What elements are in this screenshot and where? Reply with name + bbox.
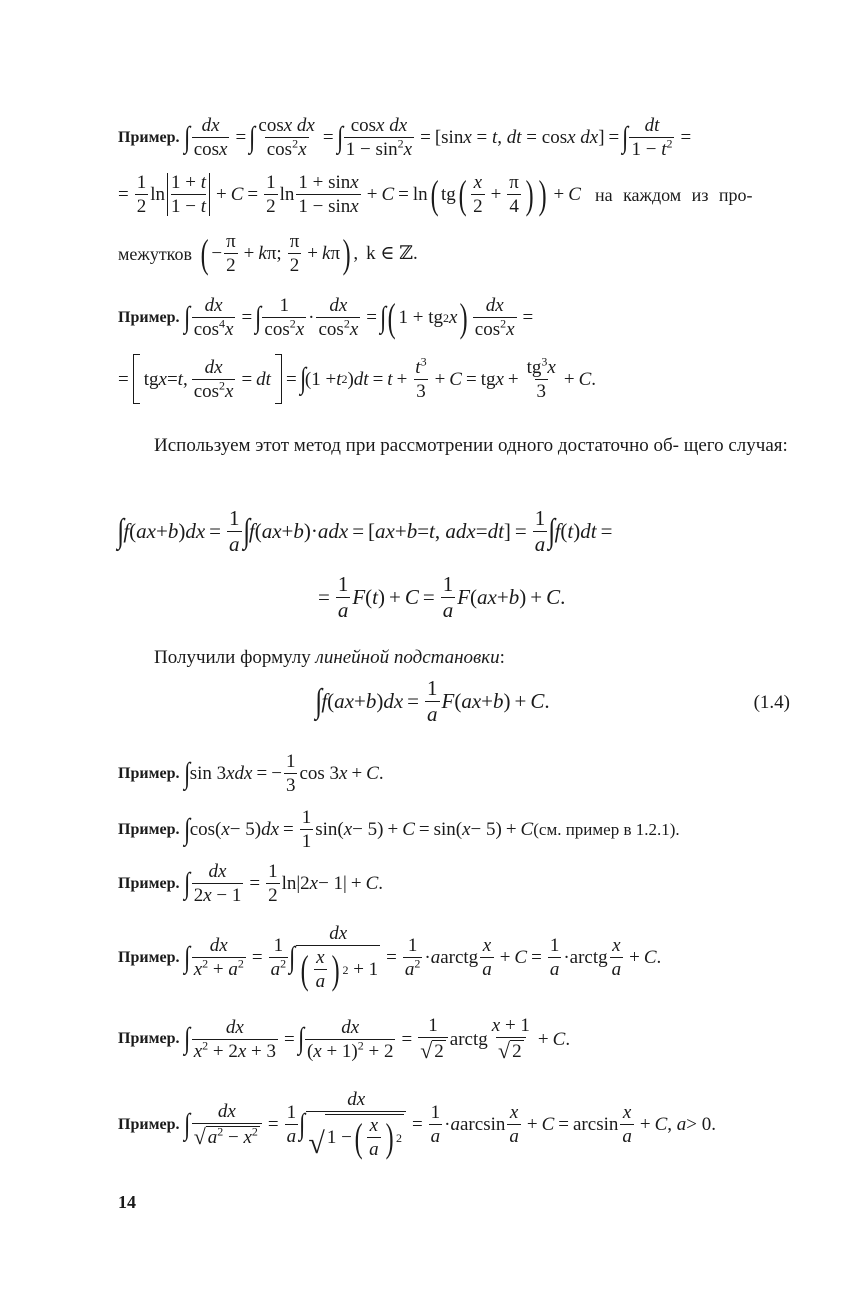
example-3: Пример. ∫ sin 3 xdx = − $\frac{1}{3}$ cos 3 x + C . — [118, 751, 384, 796]
page-number: 14 — [118, 1192, 136, 1212]
example-1-line-1: Пример. ∫ $\frac{dx}{\cos x}$ = ∫ $\frac{\text{cosx dx}}{\cos^2x}$ = ∫ $\frac{\text{cosx dx}}{1 - \sin^2x}$ = [sinx = t, dt = cosx dx] = ∫ $\frac{dt}{1 - t^2}$ = — [118, 115, 692, 160]
example-1-text: на каждом из про- — [594, 184, 753, 205]
paragraph-method: Используем этот метод при рассмотрении одного достаточно об- щего случая: — [154, 435, 788, 456]
example-2-line-2: = tg x = t , $\frac{dx}{\cos^2x}$ = dt = ∫ (1 + t 2 ) dt = t + $\frac{t^3}{3}$ + C = tg x + $\frac{tg^3x}{3}$ + C . — [118, 354, 790, 404]
example-1-line-3: межутков ( − $\frac{\pi}{2}$ + k π; $\frac{\pi}{2}$ + k π ) , k ∈ ℤ. — [118, 230, 418, 276]
example-label: Пример. — [118, 128, 180, 146]
example-8: Пример. ∫ dx √ $a^2 - x^2$ = $\frac{1}{a}$ ∫ dx √ 1 − ( $\frac{x}{a}$ ) 2 = $\frac{1}{a}$ · a arcsin $\frac{x}{a}$ + C = arcsin $\frac{x}{a}$ + C , a > 0. — [118, 1089, 716, 1160]
example-5: Пример. ∫ $\frac{dx}{2x - 1}$ = $\frac{1}{2}$ ln|2 x − 1| + C . — [118, 861, 384, 906]
general-formula-line-1: ∫ f ( ax + b ) dx = $\frac{1}{a}$ ∫ f ( ax + b )· adx = [ ax + b = t , adx = dt ] = $\frac{1}{a}$ ∫ f ( t ) dt = — [117, 506, 613, 556]
formula-number: (1.4) — [753, 692, 790, 713]
general-formula-line-2: = $\frac{1}{a}$ F ( t ) + C = $\frac{1}{a}$ F ( ax + b ) + C . — [318, 572, 566, 622]
formula-1-4: ∫ f ( ax + b ) dx = $\frac{1}{a}$ F ( ax + b ) + C . — [315, 676, 550, 726]
example-1-line-2: = $\frac{1}{2}$ ln 1 + t 1 − t + C = $\frac{1}{2}$ ln $\frac{1 + \sin x}{1 - \sin x}$ + C = ln ( tg ( $\frac{x}{2}$ + $\frac{\pi}{4}$ ) ) + C на каждом из про- — [118, 171, 753, 217]
paragraph-linear: Получили формулу линейной подстановки: — [154, 647, 505, 668]
example-7: Пример. ∫ $\frac{dx}{x^2 + 2x + 3}$ = ∫ $\frac{dx}{(x + 1)^2 + 2}$ = 1 √ 2 arctg x + 1 √ 2 + C . — [118, 1015, 571, 1063]
example-4-note: (см. пример в 1.2.1). — [533, 820, 680, 839]
example-4: Пример. ∫ cos( x − 5) dx = $\frac{1}{1}$ sin( x − 5) + C = sin( x − 5) + C (см. пример в 1.2.1). — [118, 807, 680, 852]
example-2-line-1: Пример. ∫ $\frac{dx}{\cos^4x}$ = ∫ $\frac{1}{\cos^2x}$ · $\frac{dx}{\cos^2x}$ = ∫ ( 1 + tg 2 x ) $\frac{dx}{\cos^2x}$ = — [118, 294, 534, 340]
example-6: Пример. ∫ $\frac{dx}{x^2 + a^2}$ = $\frac{1}{a^2}$ ∫ dx ( $\frac{x}{a}$ ) 2 + 1 = $\frac{1}{a^2}$ · a arctg $\frac{x}{a}$ + C = $\frac{1}{a}$ ·arctg $\frac{x}{a}$ + C . — [118, 923, 662, 992]
